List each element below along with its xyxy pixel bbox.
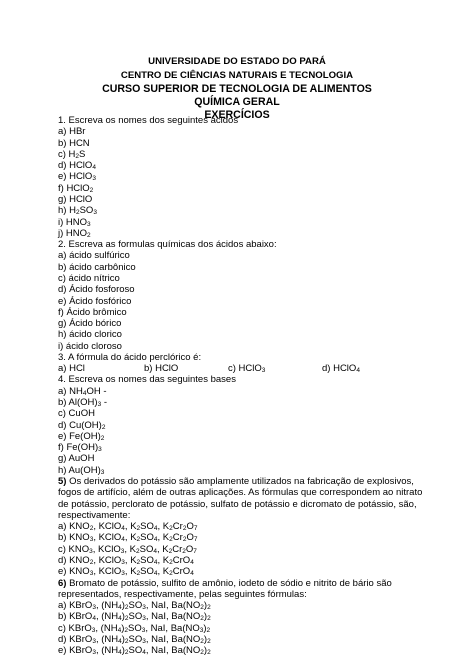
q5-option: b) $KNO_3$, KClO$_4$, $K_2SO_4$, $K_2Cr_2O_7$ (58, 532, 198, 544)
subject-name: QUÍMICA GERAL (194, 96, 280, 108)
question-5-text: respectivamente: (58, 509, 131, 521)
question-3-prompt: 3. A fórmula do ácido perclórico é: (58, 351, 202, 363)
question-6-text: representados, respectivamente, pelas seguintes fórmulas: (58, 588, 307, 600)
q2-item: e) Ácido fosfórico (58, 295, 132, 307)
q4-item: d) $Cu(OH)_2$ (58, 419, 106, 431)
q3-option-d: d) HClO$_4$ (322, 363, 360, 375)
q1-item: e) HClO$_3$ (58, 171, 96, 183)
q2-item: h) ácido clorico (58, 329, 122, 341)
q5-option: e) $KNO_3$, KClO$_3$, $K_2SO_4$, $K_2CrO_4$ (58, 566, 194, 578)
q3-option-a: a) HCl (58, 363, 85, 375)
q3-option-b: b) HClO (144, 363, 179, 375)
q4-item: b) $Al(OH)_3$ - (58, 397, 108, 409)
exercise-list (58, 115, 423, 657)
q3-option-c: c) HClO$_3$ (228, 363, 266, 375)
q4-item: c) CuOH (58, 408, 95, 420)
q2-item: i) ácido cloroso (58, 340, 122, 352)
question-2-prompt: 2. Escreva as formulas químicas dos ácidos abaixo: (58, 239, 277, 251)
q1-item: c) $H_2S$ (58, 148, 86, 160)
q1-item: d) HClO$_4$ (58, 160, 96, 172)
q6-option: c) KBrO$_3$, $(NH_4)_2SO_3$, NaI, $Ba(NO_3)_2$ (58, 622, 211, 634)
question-5-text: fogos de artifício, além de outras aplicações. As fórmulas que correspondem ao nitrato (58, 487, 423, 499)
q2-item: d) Ácido fosforoso (58, 284, 135, 296)
q6-options (58, 600, 418, 656)
q2-item: a) ácido sulfúrico (58, 250, 130, 262)
q4-item: e) $Fe(OH)_2$ (58, 430, 105, 442)
q5-option: c) $KNO_3$, KClO$_3$, $K_2SO_4$, $K_2Cr_2O_7$ (58, 543, 197, 555)
question-5-text: de potássio, perclorato de potássio, sulfato de potássio e dicromato de potássio, são, (58, 498, 417, 510)
q6-option: b) KBrO$_4$, $(NH_4)_2SO_3$, NaI, $Ba(NO_2)_2$ (58, 611, 211, 623)
q3-options (58, 363, 418, 374)
question-5-text: 5) Os derivados do potássio são amplamente utilizados na fabricação de explosivos, (58, 475, 414, 487)
q6-option: d) KBrO$_3$, $(NH_4)_2SO_3$, NaI, $Ba(NO_2)_2$ (58, 633, 211, 645)
q1-item: h) $H_2SO_3$ (58, 205, 97, 217)
q1-item: g) HClO (58, 193, 93, 205)
university-name: UNIVERSIDADE DO ESTADO DO PARÁ (148, 56, 326, 67)
center-name: CENTRO DE CIÊNCIAS NATURAIS E TECNOLOGIA (120, 70, 354, 81)
q2-item: g) Ácido bórico (58, 318, 122, 330)
q2-item: c) ácido nítrico (58, 272, 120, 284)
q4-item: f) $Fe(OH)_3$ (58, 442, 102, 454)
q6-option: e) KBrO$_3$, $(NH_4)_2SO_4$, NaI, $Ba(NO_2)_2$ (58, 645, 211, 657)
question-4-prompt: 4. Escreva os nomes das seguintes bases (58, 374, 236, 386)
q5-option: d) $KNO_2$, KClO$_3$, $K_2SO_4$, $K_2CrO_4$ (58, 554, 194, 566)
q1-item: i) $HNO_3$ (58, 216, 91, 228)
q5-options (58, 521, 418, 577)
document-header (0, 55, 474, 122)
page-title: EXERCÍCIOS (204, 109, 270, 121)
question-1-prompt: 1. Escreva os nomes dos seguintes ácidos (58, 115, 239, 126)
q1-item: j) $HNO_2$ (58, 227, 91, 239)
q6-option: a) KBrO$_3$, $(NH_4)_2SO_3$, NaI, $Ba(NO_2)_2$ (58, 600, 211, 612)
question-6-text: 6) Bromato de potássio, sulfito de amônio, iodeto de sódio e nitrito de bário são (58, 577, 392, 589)
q1-item: a) HBr (58, 126, 86, 138)
q4-item: g) AuOH (58, 453, 95, 465)
q5-option: a) $KNO_2$, KClO$_4$, $K_2SO_4$, $K_2Cr_2O_7$ (58, 521, 198, 533)
q2-item: f) Ácido brômico (58, 306, 127, 318)
q2-item: b) ácido carbônico (58, 261, 136, 273)
q4-item: a) $NH_4OH$ - (58, 385, 107, 397)
course-name: CURSO SUPERIOR DE TECNOLOGIA DE ALIMENTOS (102, 83, 372, 95)
q4-item: h) $Au(OH)_3$ (58, 464, 105, 476)
q1-item: b) HCN (58, 137, 90, 149)
q1-item: f) HClO$_2$ (58, 182, 94, 194)
